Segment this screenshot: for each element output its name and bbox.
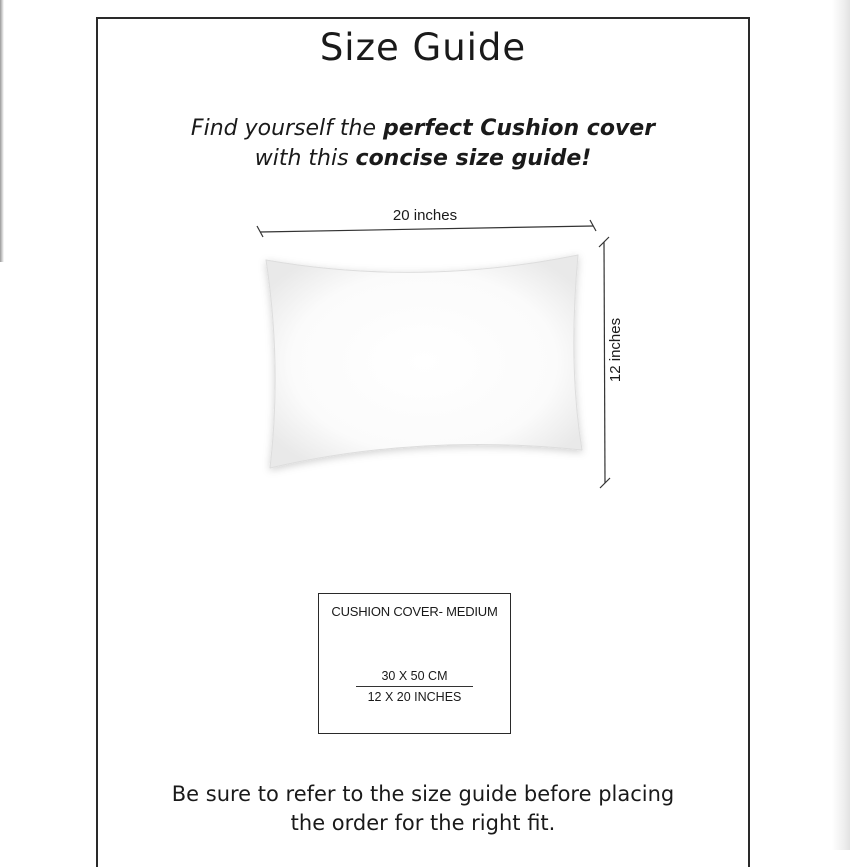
- footer-line-2: the order for the right fit.: [290, 811, 556, 835]
- page-edge-shadow-right: [832, 0, 850, 850]
- size-metric: 30 X 50 CM: [381, 669, 448, 683]
- width-dimension-label: 20 inches: [392, 207, 458, 224]
- subtitle-line-2-bold: concise size guide!: [355, 146, 592, 171]
- pillow-shape: [266, 255, 582, 468]
- height-dimension-label: 12 inches: [607, 317, 624, 383]
- size-info-box: [318, 593, 511, 734]
- footer-line-1: Be sure to refer to the size guide before placing: [171, 782, 675, 806]
- size-divider: [356, 686, 473, 687]
- footer-note: [96, 780, 750, 838]
- subtitle-line-2: [96, 144, 750, 174]
- subtitle: [96, 114, 750, 174]
- subtitle-line-1-bold: perfect Cushion cover: [383, 116, 656, 141]
- size-name: CUSHION COVER- MEDIUM: [331, 604, 498, 619]
- subtitle-line-1: [96, 114, 750, 144]
- page-edge-shadow-left: [0, 0, 4, 262]
- subtitle-line-2-plain: with this: [254, 146, 356, 171]
- page-title: Size Guide: [319, 26, 527, 69]
- subtitle-line-1-plain: Find yourself the: [190, 116, 384, 141]
- size-imperial: 12 X 20 INCHES: [367, 690, 462, 704]
- pillow-diagram: [250, 215, 620, 495]
